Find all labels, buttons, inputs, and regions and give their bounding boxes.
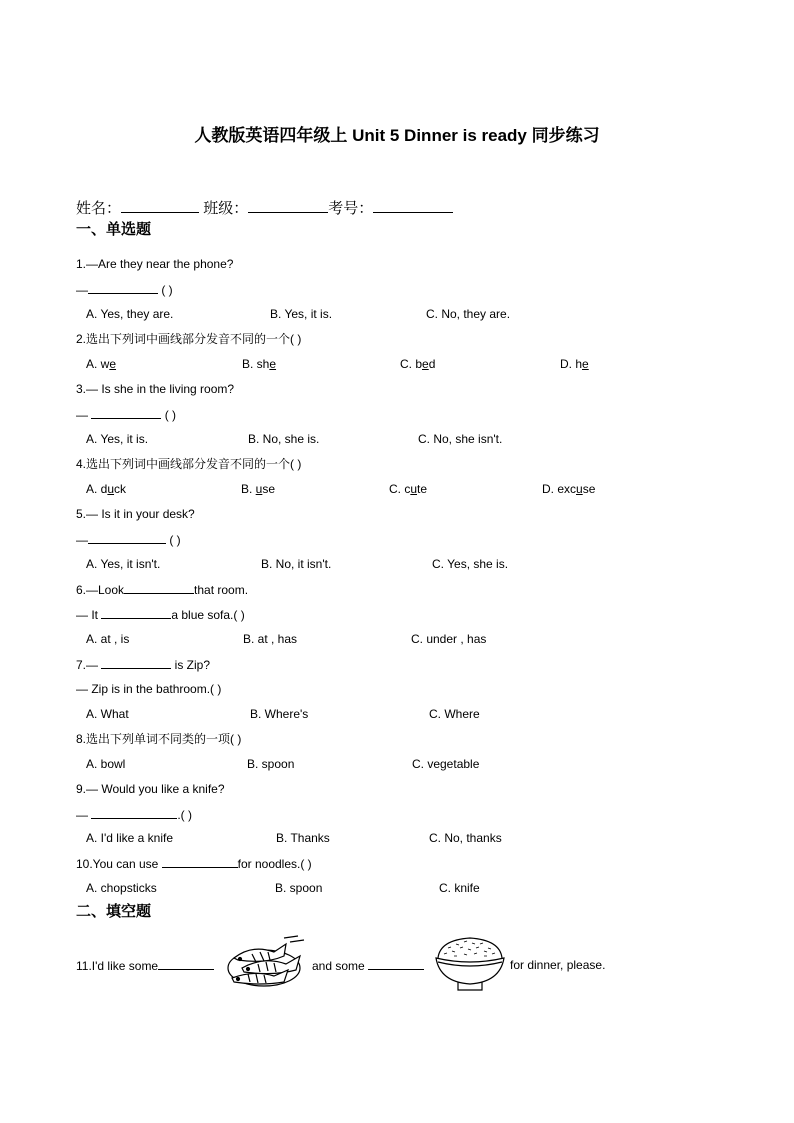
question-3-option-a: A. Yes, it is. [86,432,149,446]
question-8-option-a: A. bowl [86,757,126,771]
number-blank [373,200,453,213]
question-5-stem: 5.— Is it in your desk? [76,507,195,521]
question-1-option-a: A. Yes, they are. [86,307,174,321]
question-10-option-a: A. chopsticks [86,881,157,895]
question-9-stem: 9.— Would you like a knife? [76,782,225,796]
question-1-option-b: B. Yes, it is. [270,307,333,321]
question-8-option-c: C. vegetable [412,757,480,771]
question-4-option-c: C. cute [389,482,428,496]
question-7-reply: — Zip is in the bathroom.( ) [76,682,222,696]
page-title: 人教版英语四年级上 Unit 5 Dinner is ready 同步练习 [194,126,600,145]
section-heading-fill: 二、填空题 [76,903,152,920]
class-label: 班级： [203,200,249,217]
number-label: 考号： [328,200,374,217]
question-4-option-b: B. use [241,482,276,496]
name-label: 姓名： [76,200,122,217]
question-2-option-c: C. bed [400,357,436,371]
question-9-option-a: A. I'd like a knife [86,831,173,845]
question-3-option-b: B. No, she is. [248,432,320,446]
question-3-reply: — ( ) [76,408,177,422]
question-11-part-1: 11.I'd like some [76,957,214,974]
question-7-option-a: A. What [86,707,129,721]
question-6-option-b: B. at , has [243,632,298,646]
question-3-option-c: C. No, she isn't. [418,432,503,446]
question-11-part-2: and some [312,957,424,974]
question-10-option-b: B. spoon [275,881,323,895]
question-4-option-d: D. excuse [542,482,596,496]
name-blank [121,200,199,213]
question-9-option-b: B. Thanks [276,831,330,845]
class-blank [248,200,328,213]
question-10-option-c: C. knife [439,881,480,895]
question-5-option-b: B. No, it isn't. [261,557,332,571]
question-4-option-a: A. duck [86,482,127,496]
question-6-option-a: A. at , is [86,632,130,646]
question-7-option-b: B. Where's [250,707,309,721]
question-1-option-c: C. No, they are. [426,307,511,321]
question-6-option-c: C. under , has [411,632,487,646]
question-6-stem: 6.—Look that room. [76,583,249,597]
rice-bowl-icon [432,932,508,994]
question-9-option-c: C. No, thanks [429,831,502,845]
fish-icon [224,934,310,992]
question-10-stem: 10.You can use for noodles.( ) [76,857,312,871]
section-heading-choice: 一、单选题 [76,221,152,238]
question-5-option-a: A. Yes, it isn't. [86,557,161,571]
question-2-stem: 2.选出下列词中画线部分发音不同的一个( ) [76,332,302,346]
question-2-option-b: B. she [242,357,277,371]
question-6-reply: — It a blue sofa.( ) [76,608,245,622]
question-7-option-c: C. Where [429,707,480,721]
question-5-reply: — ( ) [76,533,181,547]
question-2-option-a: A. we [86,357,117,371]
question-9-reply: — .( ) [76,808,193,822]
question-1-reply: — ( ) [76,283,173,297]
student-info-line [76,200,453,217]
fish-picture [224,934,310,992]
question-5-option-c: C. Yes, she is. [432,557,509,571]
question-3-stem: 3.— Is she in the living room? [76,382,235,396]
question-4-stem: 4.选出下列词中画线部分发音不同的一个( ) [76,457,302,471]
question-2-option-d: D. he [560,357,589,371]
question-11-part-3: for dinner, please. [510,958,606,972]
question-1-stem: 1.—Are they near the phone? [76,257,234,271]
question-8-option-b: B. spoon [247,757,295,771]
question-7-stem: 7.— is Zip? [76,658,211,672]
rice-bowl-picture [432,932,508,994]
question-8-stem: 8.选出下列单词不同类的一项( ) [76,732,242,746]
